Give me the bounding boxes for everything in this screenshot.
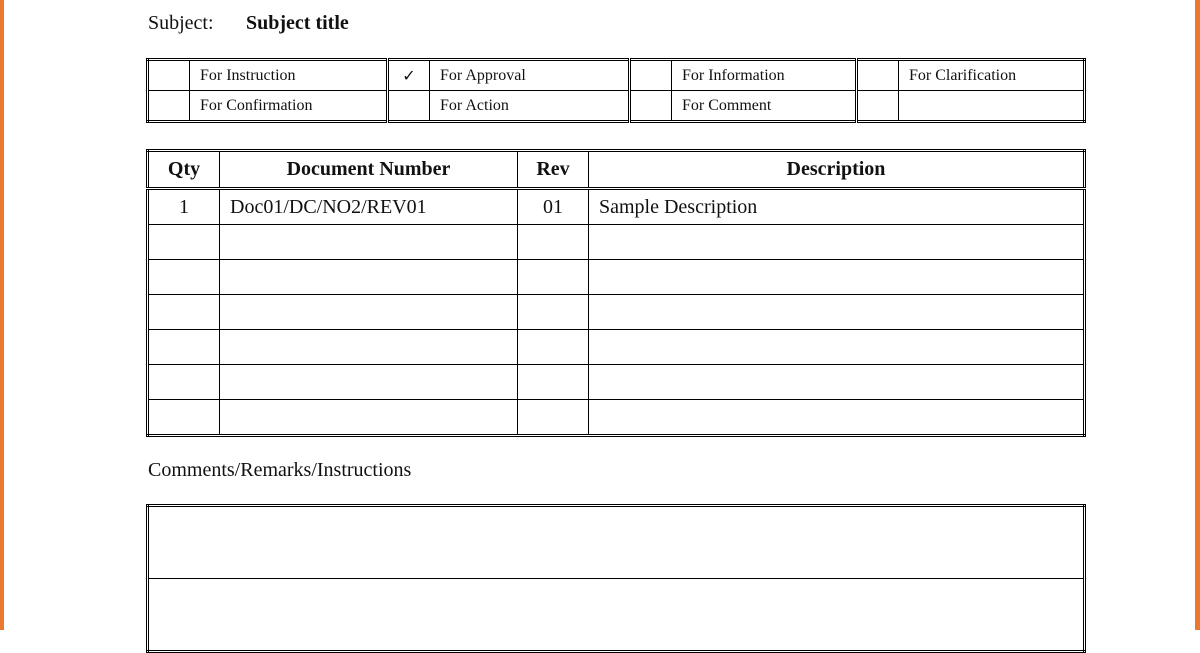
purpose-label-instruction: For Instruction bbox=[190, 60, 388, 91]
purpose-checkbox-empty[interactable] bbox=[857, 91, 899, 122]
purpose-checkbox-instruction[interactable] bbox=[148, 60, 190, 91]
qty-header: Qty bbox=[148, 151, 220, 189]
document-number-cell[interactable] bbox=[220, 330, 518, 365]
purpose-checkbox-information[interactable] bbox=[630, 60, 672, 91]
description-cell[interactable] bbox=[589, 365, 1085, 400]
remarks-table bbox=[146, 504, 1086, 653]
purpose-label-information: For Information bbox=[672, 60, 857, 91]
purpose-row bbox=[148, 60, 1085, 91]
subject-value[interactable]: Subject title bbox=[246, 12, 349, 34]
subject-line bbox=[148, 12, 349, 35]
rev-cell[interactable]: 01 bbox=[518, 189, 589, 225]
purpose-label-approval: For Approval bbox=[430, 60, 630, 91]
document-number-cell[interactable] bbox=[220, 260, 518, 295]
rev-cell[interactable] bbox=[518, 330, 589, 365]
qty-cell[interactable] bbox=[148, 260, 220, 295]
table-row bbox=[148, 400, 1085, 436]
rev-cell[interactable] bbox=[518, 400, 589, 436]
rev-cell[interactable] bbox=[518, 225, 589, 260]
table-row bbox=[148, 225, 1085, 260]
purpose-table bbox=[146, 58, 1086, 123]
description-cell[interactable] bbox=[589, 330, 1085, 365]
remarks-field[interactable] bbox=[148, 579, 1085, 652]
table-row bbox=[148, 260, 1085, 295]
purpose-checkbox-approval[interactable]: ✓ bbox=[388, 60, 430, 91]
document-number-cell[interactable] bbox=[220, 400, 518, 436]
purpose-checkbox-action[interactable] bbox=[388, 91, 430, 122]
document-number-header: Document Number bbox=[220, 151, 518, 189]
description-cell[interactable] bbox=[589, 295, 1085, 330]
remarks-field[interactable] bbox=[148, 506, 1085, 579]
document-number-cell[interactable]: Doc01/DC/NO2/REV01 bbox=[220, 189, 518, 225]
description-cell[interactable] bbox=[589, 225, 1085, 260]
document-number-cell[interactable] bbox=[220, 365, 518, 400]
description-cell[interactable] bbox=[589, 260, 1085, 295]
purpose-label-empty bbox=[899, 91, 1085, 122]
qty-cell[interactable] bbox=[148, 225, 220, 260]
subject-label: Subject: bbox=[148, 12, 214, 34]
document-number-cell[interactable] bbox=[220, 225, 518, 260]
description-cell[interactable] bbox=[589, 400, 1085, 436]
right-edge-bar bbox=[1195, 0, 1200, 630]
documents-table bbox=[146, 149, 1086, 437]
table-row bbox=[148, 330, 1085, 365]
rev-cell[interactable] bbox=[518, 365, 589, 400]
qty-cell[interactable]: 1 bbox=[148, 189, 220, 225]
rev-header: Rev bbox=[518, 151, 589, 189]
remarks-row bbox=[148, 579, 1085, 652]
table-row bbox=[148, 365, 1085, 400]
description-cell[interactable]: Sample Description bbox=[589, 189, 1085, 225]
description-header: Description bbox=[589, 151, 1085, 189]
document-number-cell[interactable] bbox=[220, 295, 518, 330]
qty-cell[interactable] bbox=[148, 400, 220, 436]
remarks-row bbox=[148, 506, 1085, 579]
purpose-label-action: For Action bbox=[430, 91, 630, 122]
purpose-checkbox-comment[interactable] bbox=[630, 91, 672, 122]
rev-cell[interactable] bbox=[518, 295, 589, 330]
purpose-checkbox-confirmation[interactable] bbox=[148, 91, 190, 122]
purpose-row bbox=[148, 91, 1085, 122]
table-row bbox=[148, 189, 1085, 225]
table-row bbox=[148, 295, 1085, 330]
qty-cell[interactable] bbox=[148, 365, 220, 400]
purpose-label-confirmation: For Confirmation bbox=[190, 91, 388, 122]
qty-cell[interactable] bbox=[148, 295, 220, 330]
purpose-label-clarification: For Clarification bbox=[899, 60, 1085, 91]
qty-cell[interactable] bbox=[148, 330, 220, 365]
rev-cell[interactable] bbox=[518, 260, 589, 295]
purpose-label-comment: For Comment bbox=[672, 91, 857, 122]
documents-header-row bbox=[148, 151, 1085, 189]
purpose-checkbox-clarification[interactable] bbox=[857, 60, 899, 91]
left-edge-bar bbox=[0, 0, 4, 630]
remarks-title: Comments/Remarks/Instructions bbox=[148, 459, 412, 481]
